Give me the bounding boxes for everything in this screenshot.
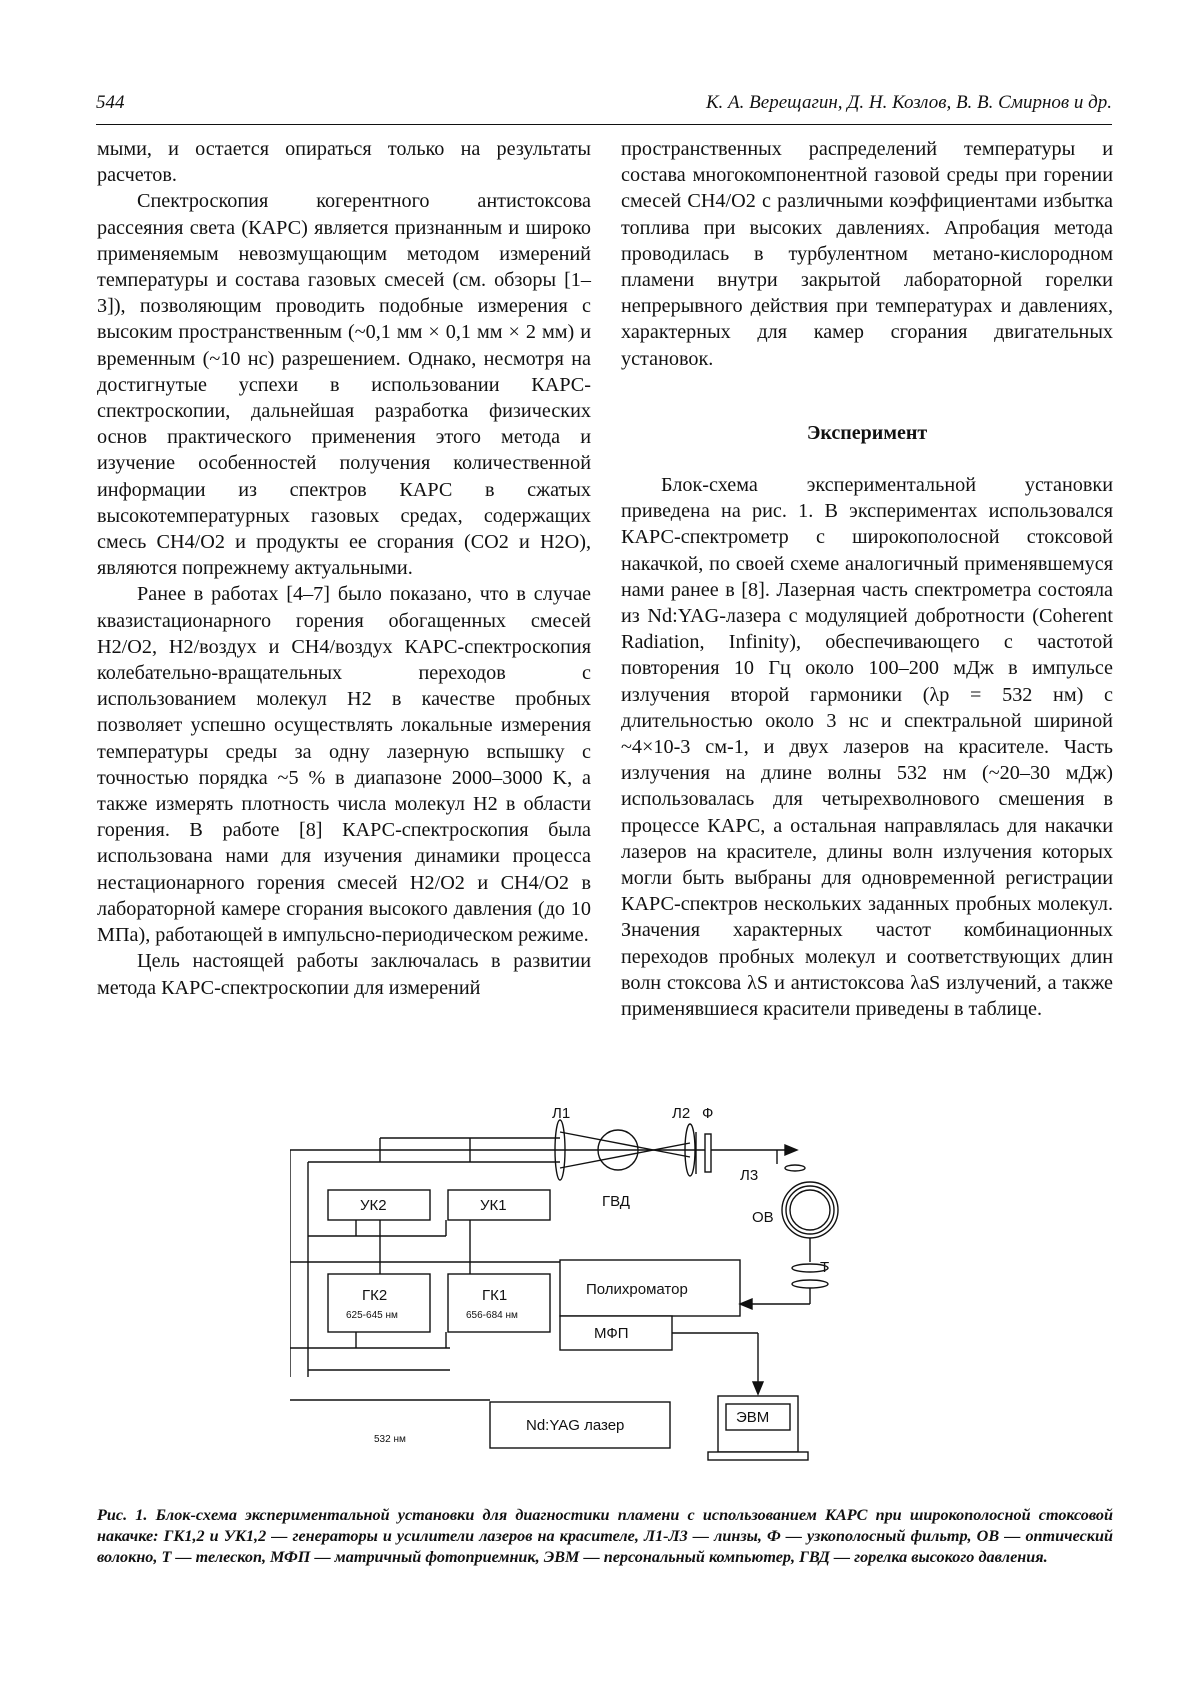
paragraph-6: Блок-схема экспериментальной установки приведена на рис. 1. В экспериментах использовался КАРС-спектрометр с широкополосной стоксовой накачкой, по своей схеме аналогичный применявшемуся нами ранее в [8]. Лазерная часть спектрометра состояла из Nd:YAG-лазера с модуляцией добротности (Coherent Radiation, Infinity), обеспечивающего с частотой повторения 10 Гц около 100–200 мДж в импульсе излучения второй гармоники (λp = 532 нм) с длительностью около 3 нс и спектральной шириной ~4×10-3 см-1, и двух лазеров на красителе. Часть излучения на длине волны 532 нм (~20–30 мДж) использовалась для четырехволнового смешения в процессе КАРС, а остальная направлялась для накачки лазеров на красителе, длины волн излучения которых могли быть выбраны для одновременной регистрации КАРС-спектров нескольких заданных пробных молекул. Значения характерных частот комбинационных переходов пробных молекул и соответствующих длин волн стоксова λS и антистоксова λaS излучений, а также применявшиеся красители приведены в таблице. (621, 474, 1113, 1021)
label-ov: ОВ (752, 1209, 774, 1226)
label-evm: ЭВМ (736, 1409, 770, 1426)
label-l1: Л1 (552, 1105, 571, 1122)
label-mfp: МФП (594, 1325, 629, 1342)
filter-f (705, 1134, 711, 1172)
label-l3: Л3 (740, 1167, 759, 1184)
section-title: Эксперимент (806, 421, 928, 444)
figure-1-diagram (290, 1102, 930, 1464)
label-wavelength: 532 нм (374, 1434, 406, 1445)
paragraph-1: мыми, и остается опираться только на результаты расчетов. (97, 138, 591, 187)
label-gk2-range: 625-645 нм (346, 1310, 398, 1321)
right-column (621, 136, 1113, 1022)
paragraph-5: пространственных распределений температуры и состава многокомпонентной газовой среды при горении смесей CH4/O2 с различными коэффициентами избытка топлива при высоких давлениях. Апробация метода проводилась в турбулентном метано-кислородном пламени внутри закрытой лабораторной горелки непрерывного действия при температурах и давлениях, характерных для камер сгорания двигательных установок. (621, 138, 1113, 370)
label-laser: Nd:YAG лазер (526, 1417, 625, 1434)
lens-l3 (785, 1165, 805, 1171)
figure-caption: Рис. 1. Блок-схема экспериментальной установки для диагностики пламени с использованием КАРС при широкополосной стоксовой накачке: ГК1,2 и УК1,2 — генераторы и усилители лазеров на красителе, Л1-Л3 — линзы, Ф — узкополосный фильтр, ОВ — оптический волокно, Т — телескоп, МФП — матричный фотоприемник, ЭВМ — персональный компьютер, ГВД — горелка высокого давления. (97, 1506, 1113, 1566)
label-gk1-range: 656-684 нм (466, 1310, 518, 1321)
paragraph-4: Цель настоящей работы заключалась в развитии метода КАРС-спектроскопии для измерений (97, 950, 591, 999)
paragraph-3: Ранее в работах [4–7] было показано, что в случае квазистационарного горения обогащенных смесей H2/O2, H2/воздух и CH4/воздух КАРС-спектроскопия колебательно-вращательных переходов с использованием молекул H2 в качестве пробных позволяет успешно осуществлять локальные измерения температуры среды за одну лазерную вспышку с точностью порядка ~5 % в диапазоне 2000–3000 K, а также измерять плотность числа молекул H2 в области горения. В работе [8] КАРС-спектроскопия была использована нами для изучения динамики процесса нестационарного горения смесей H2/O2 и CH4/O2 в лабораторной камере сгорания высокого давления (до 10 МПа), работающей в импульсно-периодическом режиме. (97, 583, 591, 947)
left-column (97, 136, 591, 1001)
page-header (96, 92, 1112, 122)
label-gk2: ГК2 (362, 1287, 388, 1304)
label-l2: Л2 (672, 1105, 691, 1122)
label-gk1: ГК1 (482, 1287, 508, 1304)
label-f: Ф (702, 1105, 714, 1122)
paragraph-2: Спектроскопия когерентного антистоксова рассеяния света (КАРС) является признанным и широко применяемым невозмущающим методом измерений температуры и состава газовых смесей (см. обзоры [1–3]), позволяющим проводить подобные измерения с высоким пространственным (~0,1 мм × 0,1 мм × 2 мм) и временным (~10 нс) разрешением. Однако, несмотря на достигнутые успехи в использовании КАРС-спектроскопии, дальнейшая разработка физических основ практического применения этого метода и изучение особенностей получения количественной информации из спектров КАРС в сжатых высокотемпературных газовых средах, содержащих смесь CH4/O2 и продукты ее сгорания (CO2 и H2O), являются попрежнему актуальными. (97, 190, 591, 580)
header-rule (96, 124, 1112, 125)
telescope-lens-2 (792, 1280, 828, 1288)
label-gvd: ГВД (602, 1193, 630, 1210)
label-uk2: УК2 (360, 1197, 387, 1214)
page-number: 544 (96, 92, 125, 113)
running-head-authors: К. А. Верещагин, Д. Н. Козлов, В. В. Смирнов и др. (705, 92, 1112, 113)
label-uk1: УК1 (480, 1197, 507, 1214)
label-t: Т (820, 1259, 830, 1276)
beam-arrow (785, 1145, 797, 1155)
label-polychromator: Полихроматор (586, 1281, 688, 1298)
